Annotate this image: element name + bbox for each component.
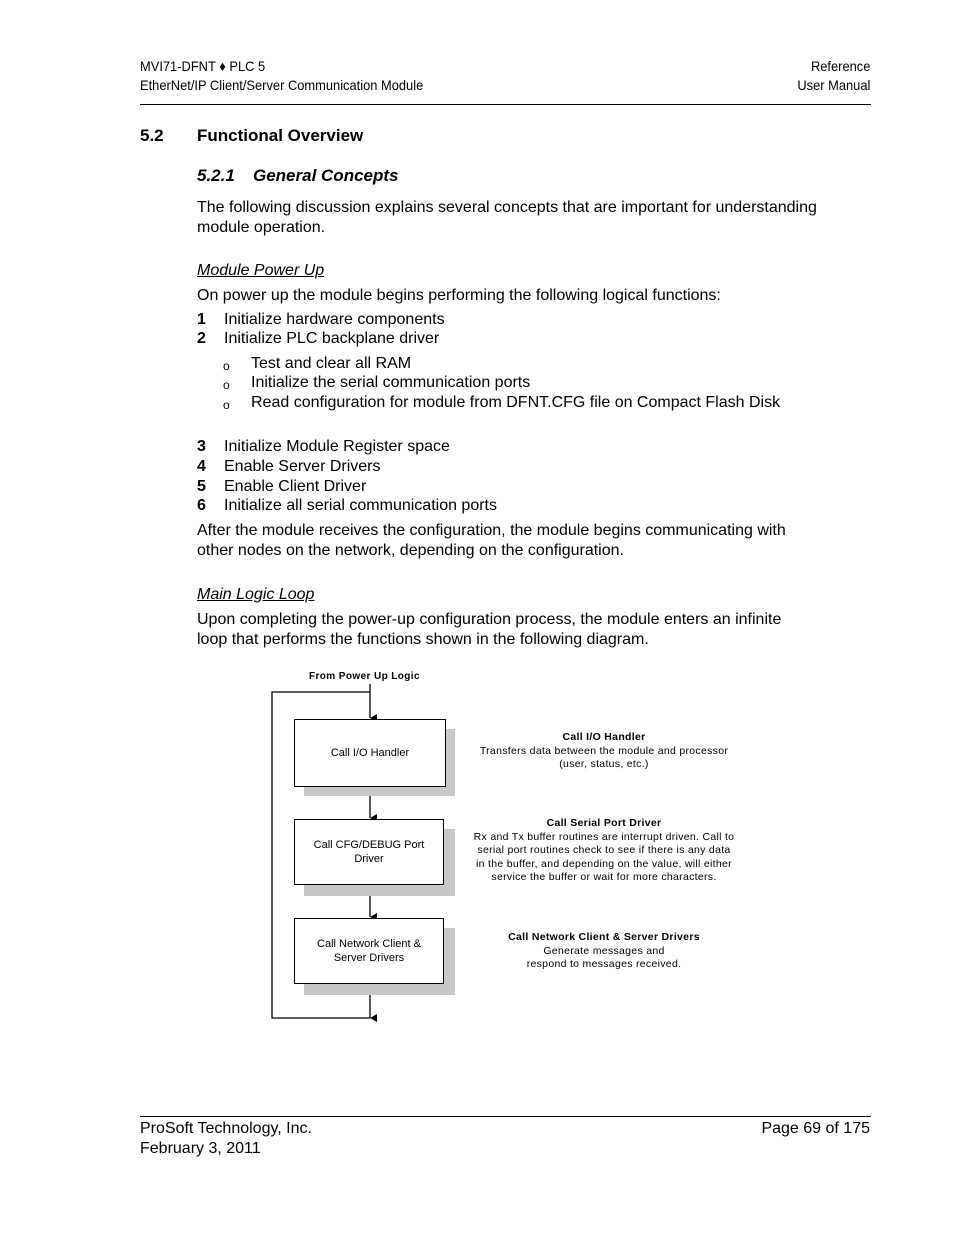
- list-number: 3: [197, 438, 206, 455]
- section-number: 5.2: [140, 126, 164, 145]
- description-title: Call Serial Port Driver: [546, 817, 662, 829]
- diagram-entry-label: From Power Up Logic: [309, 671, 420, 682]
- description-line: Rx and Tx buffer routines are interrupt driven. Call to: [473, 830, 735, 843]
- box-label: Call Network Client & Server Drivers: [317, 938, 421, 964]
- list-text: Initialize Module Register space: [224, 438, 450, 455]
- network-drivers-description: [454, 931, 754, 972]
- list-text: Enable Client Driver: [224, 478, 367, 495]
- list-text: Initialize PLC backplane driver: [224, 330, 440, 347]
- bullet-text: Read configuration for module from DFNT.CFG file on Compact Flash Disk: [251, 394, 781, 411]
- company-name: ProSoft Technology, Inc.: [140, 1120, 312, 1137]
- power-up-lead: On power up the module begins performing the following logical functions:: [197, 287, 721, 304]
- chapter-name: Reference: [810, 58, 870, 74]
- description-line: service the buffer or wait for more characters.: [491, 871, 717, 883]
- product-name: MVI71-DFNT ♦ PLC 5: [140, 58, 266, 74]
- list-text: Enable Server Drivers: [224, 458, 381, 475]
- description-line: in the buffer, and depending on the value, will either: [476, 857, 732, 870]
- io-handler-description: [454, 731, 754, 772]
- cfg-debug-box: [294, 819, 444, 885]
- bullet-icon: o: [223, 359, 230, 373]
- description-title: Call I/O Handler: [562, 731, 646, 743]
- footer-divider: [140, 1116, 871, 1117]
- after-config-paragraph: After the module receives the configuration, the module begins communicating with other nodes on the network, depending on the configuration.: [197, 522, 786, 559]
- list-number: 2: [197, 330, 206, 347]
- page-footer-right: [761, 1119, 870, 1139]
- bullet-text: Test and clear all RAM: [251, 355, 412, 372]
- description-line: serial port routines check to see if there is any data: [477, 844, 731, 856]
- bullet-text: Initialize the serial communication ports: [251, 374, 531, 391]
- main-loop-heading: Main Logic Loop: [197, 586, 315, 603]
- document-type: User Manual: [796, 77, 870, 93]
- box-label: Call I/O Handler: [330, 747, 410, 759]
- description-line: (user, status, etc.): [559, 758, 649, 770]
- description-title: Call Network Client & Server Drivers: [508, 931, 700, 943]
- serial-port-description: [454, 817, 754, 885]
- list-text: Initialize hardware components: [224, 311, 445, 328]
- subsection-title: General Concepts: [253, 166, 399, 185]
- page-number: Page 69 of 175: [761, 1120, 870, 1137]
- bullet-icon: o: [223, 398, 230, 412]
- bullet-icon: o: [223, 378, 230, 392]
- section-title: Functional Overview: [197, 126, 364, 145]
- box-label: Call CFG/DEBUG Port Driver: [313, 839, 425, 865]
- subsection-number: 5.2.1: [197, 166, 235, 185]
- publish-date: February 3, 2011: [140, 1140, 261, 1157]
- list-number: 4: [197, 458, 206, 475]
- description-line: Generate messages and: [543, 944, 665, 957]
- list-text: Initialize all serial communication ports: [224, 497, 497, 514]
- product-description: EtherNet/IP Client/Server Communication Module: [140, 77, 424, 93]
- intro-paragraph: The following discussion explains several concepts that are important for understanding module operation.: [197, 199, 817, 236]
- list-number: 1: [197, 311, 206, 328]
- network-drivers-box: [294, 918, 444, 984]
- description-line: Transfers data between the module and processor: [479, 744, 729, 757]
- list-number: 6: [197, 497, 206, 514]
- description-line: respond to messages received.: [526, 958, 682, 970]
- io-handler-box: [294, 719, 446, 787]
- main-loop-paragraph: Upon completing the power-up configuration process, the module enters an infinite loop that performs the functions shown in the following diagram.: [197, 611, 782, 648]
- power-up-heading: Module Power Up: [197, 262, 325, 279]
- list-number: 5: [197, 478, 206, 495]
- page-footer-left: [140, 1119, 312, 1159]
